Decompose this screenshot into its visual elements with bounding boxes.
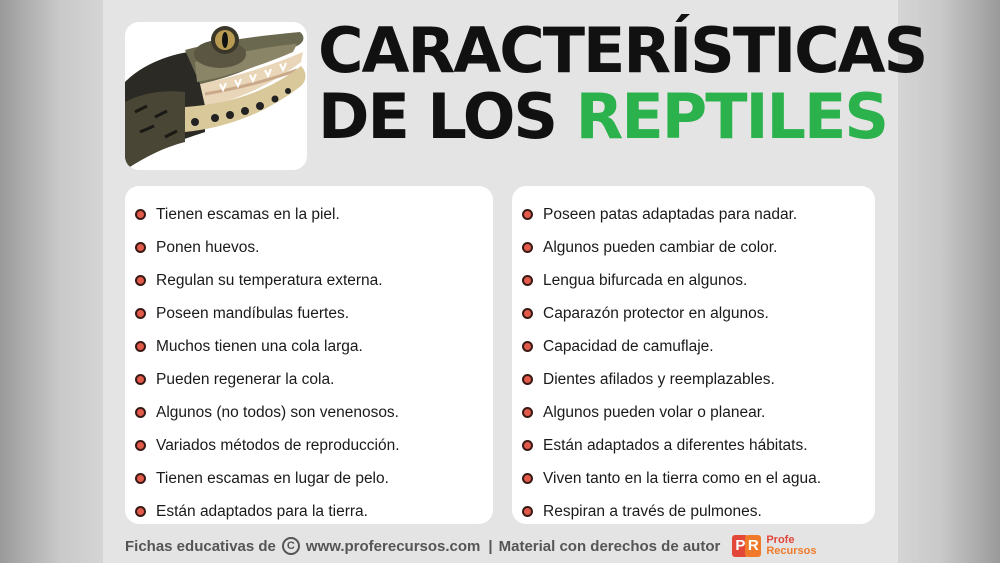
logo-text: Profe Recursos [766, 534, 817, 557]
list-item: Viven tanto en la tierra como en el agua. [522, 462, 865, 495]
bullet-icon [135, 506, 146, 517]
list-item: Algunos (no todos) son venenosos. [135, 396, 483, 429]
list-item: Tienen escamas en lugar de pelo. [135, 462, 483, 495]
list-item: Están adaptados para la tierra. [135, 495, 483, 528]
footer-prefix: Fichas educativas de [125, 537, 276, 555]
logo-mark-icon: P R [732, 534, 762, 558]
crocodile-head-icon [125, 22, 307, 170]
left-characteristics-list [125, 186, 493, 524]
title-line-1: CARACTERÍSTICAS [318, 14, 927, 87]
list-item: Lengua bifurcada en algunos. [522, 264, 865, 297]
bullet-icon [135, 275, 146, 286]
bullet-icon [522, 374, 533, 385]
list-item: Regulan su temperatura externa. [135, 264, 483, 297]
list-item: Poseen mandíbulas fuertes. [135, 297, 483, 330]
bullet-icon [522, 341, 533, 352]
footer-separator: | [488, 537, 493, 555]
bullet-icon [135, 440, 146, 451]
list-item: Respiran a través de pulmones. [522, 495, 865, 528]
bullet-icon [522, 308, 533, 319]
list-item: Variados métodos de reproducción. [135, 429, 483, 462]
page-title [318, 14, 927, 153]
list-item: Ponen huevos. [135, 231, 483, 264]
bullet-icon [135, 242, 146, 253]
list-item: Dientes afilados y reemplazables. [522, 363, 865, 396]
info-card [103, 0, 927, 563]
right-characteristics-list [512, 186, 875, 524]
list-item: Caparazón protector en algunos. [522, 297, 865, 330]
list-item: Capacidad de camuflaje. [522, 330, 865, 363]
list-item: Poseen patas adaptadas para nadar. [522, 198, 865, 231]
bullet-icon [135, 209, 146, 220]
crocodile-image [125, 22, 307, 170]
footer-rights: Material con derechos de autor [498, 537, 721, 555]
bullet-icon [135, 473, 146, 484]
copyright-icon: C [282, 537, 300, 555]
bullet-icon [522, 473, 533, 484]
footer-site-link[interactable]: www.proferecursos.com [305, 537, 481, 555]
bullet-icon [522, 209, 533, 220]
bullet-icon [135, 407, 146, 418]
list-item: Pueden regenerar la cola. [135, 363, 483, 396]
bullet-icon [135, 308, 146, 319]
footer [125, 533, 885, 559]
list-item: Algunos pueden cambiar de color. [522, 231, 865, 264]
bullet-icon [522, 506, 533, 517]
list-item: Muchos tienen una cola larga. [135, 330, 483, 363]
list-item: Están adaptados a diferentes hábitats. [522, 429, 865, 462]
bullet-icon [522, 440, 533, 451]
bullet-icon [135, 341, 146, 352]
bullet-icon [522, 242, 533, 253]
list-item: Tienen escamas en la piel. [135, 198, 483, 231]
list-item: Algunos pueden volar o planear. [522, 396, 865, 429]
title-line-2 [318, 80, 888, 153]
bullet-icon [522, 407, 533, 418]
bullet-icon [522, 275, 533, 286]
title-prefix: DE LOS [318, 80, 557, 153]
profe-recursos-logo [732, 534, 816, 558]
title-highlight: REPTILES [575, 80, 888, 153]
bullet-icon [135, 374, 146, 385]
